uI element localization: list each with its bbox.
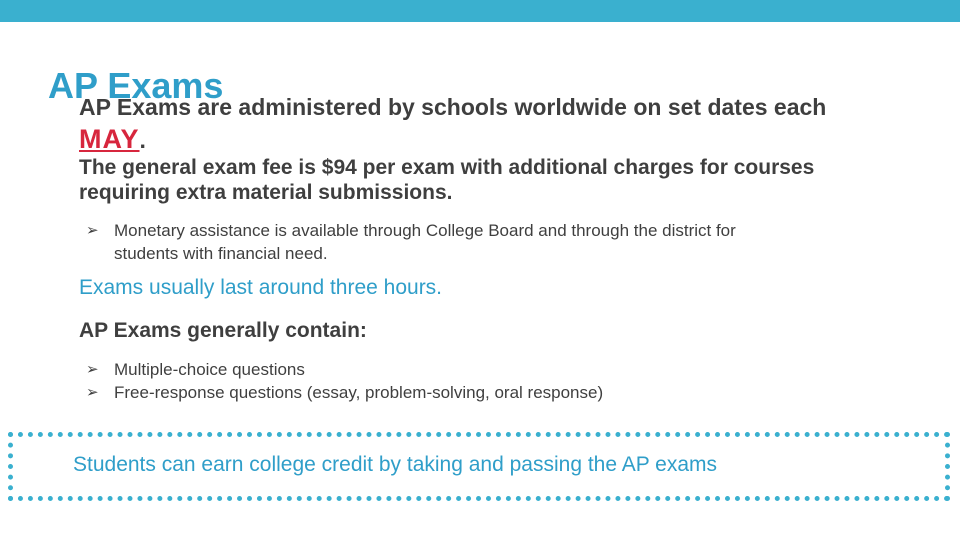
intro-text: AP Exams are administered by schools worldwide on set dates each xyxy=(79,94,827,120)
arrow-bullet-icon: ➢ xyxy=(86,222,99,239)
bullet-text: Multiple-choice questions xyxy=(114,360,305,379)
slide-title: AP Exams xyxy=(48,65,224,107)
list-item xyxy=(86,358,786,381)
intro-paragraph xyxy=(79,91,839,156)
list-item xyxy=(86,219,766,265)
exam-contents-bullet-list xyxy=(86,358,786,404)
list-item xyxy=(86,381,786,404)
intro-end: . xyxy=(139,127,146,153)
arrow-bullet-icon: ➢ xyxy=(86,384,99,401)
contain-heading: AP Exams generally contain: xyxy=(79,319,367,342)
top-accent-bar xyxy=(0,0,960,22)
assistance-bullet-list xyxy=(86,219,766,265)
bullet-text: Monetary assistance is available through College Board and through the district for students with financial need. xyxy=(114,221,736,263)
callout-text: Students can earn college credit by taking and passing the AP exams xyxy=(73,453,718,476)
intro-highlight-may: MAY xyxy=(79,124,140,154)
bullet-text: Free-response questions (essay, problem-solving, oral response) xyxy=(114,383,604,402)
fee-paragraph: The general exam fee is $94 per exam with additional charges for courses requiring extra material submissions. xyxy=(79,156,815,204)
arrow-bullet-icon: ➢ xyxy=(86,361,99,378)
duration-text: Exams usually last around three hours. xyxy=(79,276,443,299)
